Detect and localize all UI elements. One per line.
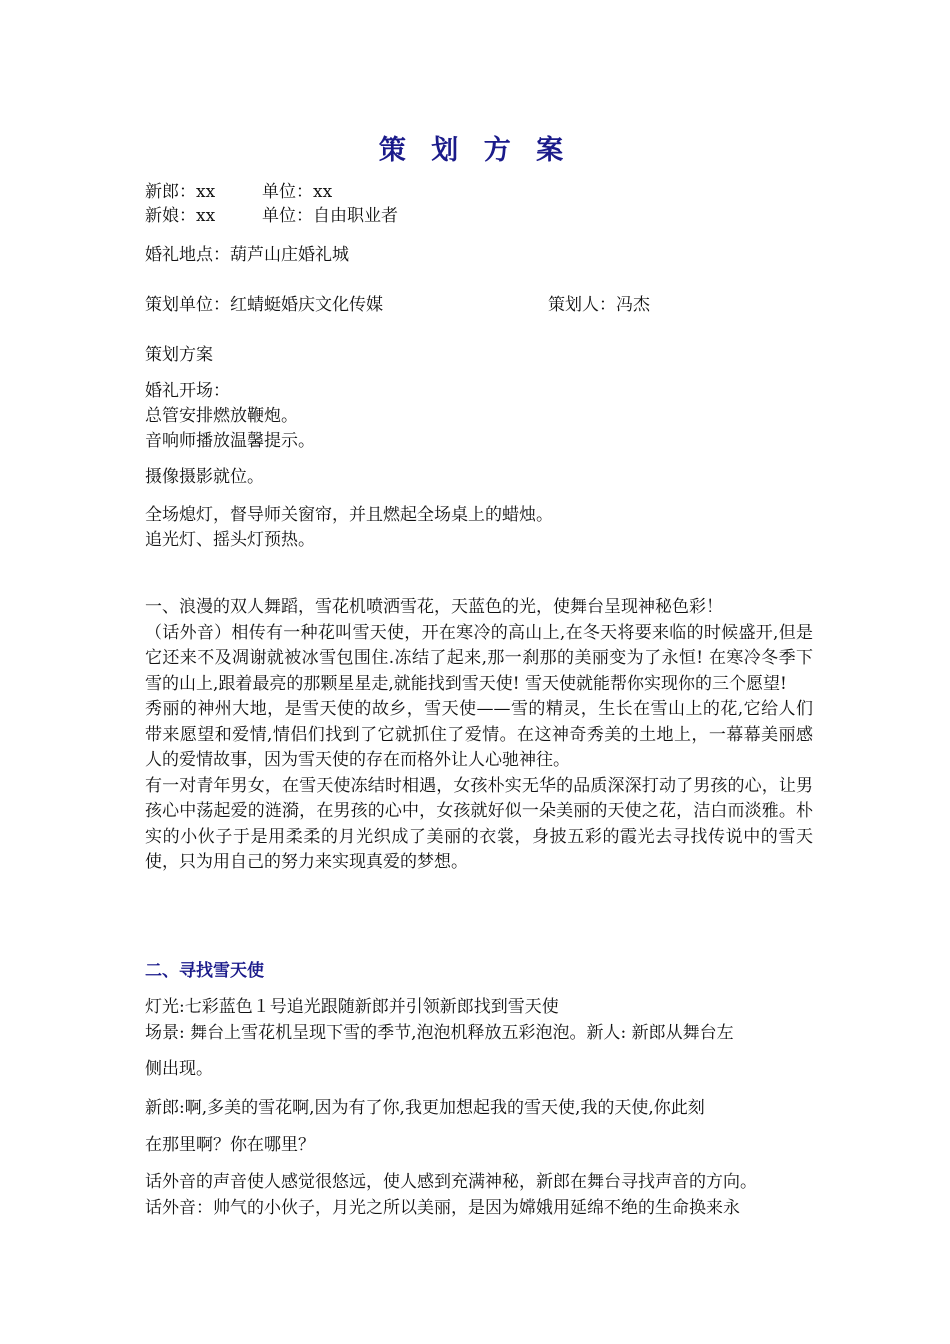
opening-line: 婚礼开场： bbox=[145, 381, 230, 401]
bride-label: 新娘：xx bbox=[145, 206, 216, 226]
section2-scene: 场景: 舞台上雪花机呈现下雪的季节,泡泡机释放五彩泡泡。新人: 新郎从舞台左 bbox=[145, 1023, 734, 1043]
lights-line: 追光灯、摇头灯预热。 bbox=[145, 530, 315, 550]
voice-line: 话外音的声音使人感觉很悠远，使人感到充满神秘，新郎在舞台寻找声音的方向。 bbox=[145, 1172, 757, 1192]
groom-dialogue: 新郎:啊,多美的雪花啊,因为有了你,我更加想起我的雪天使,我的天使,你此刻 bbox=[145, 1098, 705, 1118]
groom-dialogue-cont: 在那里啊？你在哪里？ bbox=[145, 1135, 315, 1155]
section1-paragraph: 有一对青年男女，在雪天使冻结时相遇，女孩朴实无华的品质深深打动了男孩的心，让男孩心中荡起爱的涟漪，在男孩的心中，女孩就好似一朵美丽的天使之花，洁白而淡雅。朴实的小伙子于是用柔柔的月光织成了美丽的衣裳，身披五彩的霞光去寻找传说中的雪天使，只为用自己的努力来实现真爱的梦想。 bbox=[145, 775, 813, 872]
section2-heading: 二、寻找雪天使 bbox=[145, 961, 264, 981]
venue-line: 婚礼地点：葫芦山庄婚礼城 bbox=[145, 245, 349, 265]
groom-unit: 单位：xx bbox=[262, 182, 333, 202]
section2-scene-cont: 侧出现。 bbox=[145, 1059, 213, 1079]
section1-paragraph: 秀丽的神州大地，是雪天使的故乡，雪天使——雪的精灵，生长在雪山上的花,它给人们带来愿望和爱情,情侣们找到了它就抓住了爱情。在这神奇秀美的土地上，一幕幕美丽感人的爱情故事，因为雪天使的存在而格外让人心驰神往。 bbox=[145, 699, 813, 770]
section1-paragraph: （话外音）相传有一种花叫雪天使，开在寒冷的高山上,在冬天将要来临的时候盛开,但是它还来不及凋谢就被冰雪包围住.冻结了起来,那一刹那的美丽变为了永恒! 在寒冷冬季下雪的山上,跟着最亮的那颗星星走,就能找到雪天使! 雪天使就能帮你实现你的三个愿望! bbox=[145, 622, 813, 694]
opening-line: 音响师播放温馨提示。 bbox=[145, 431, 315, 451]
section1-paragraph: 一、浪漫的双人舞蹈，雪花机喷洒雪花，天蓝色的光，使舞台呈现神秘色彩！ bbox=[145, 597, 723, 617]
bride-unit: 单位：自由职业者 bbox=[262, 206, 398, 226]
plan-heading: 策划方案 bbox=[145, 345, 213, 365]
opening-line: 总管安排燃放鞭炮。 bbox=[145, 406, 298, 426]
document-title: 策 划 方 案 bbox=[378, 135, 572, 166]
voice-line: 话外音：帅气的小伙子，月光之所以美丽，是因为嫦娥用延绵不绝的生命换来永 bbox=[145, 1198, 740, 1218]
groom-label: 新郎：xx bbox=[145, 182, 216, 202]
section1-body bbox=[145, 595, 813, 876]
camera-line: 摄像摄影就位。 bbox=[145, 467, 264, 487]
planner-line: 策划人：冯杰 bbox=[548, 295, 650, 315]
lights-line: 全场熄灯，督导师关窗帘，并且燃起全场桌上的蜡烛。 bbox=[145, 505, 553, 525]
org-line: 策划单位：红蜻蜓婚庆文化传媒 bbox=[145, 295, 383, 315]
section2-light: 灯光:七彩蓝色１号追光跟随新郎并引领新郎找到雪天使 bbox=[145, 997, 559, 1017]
